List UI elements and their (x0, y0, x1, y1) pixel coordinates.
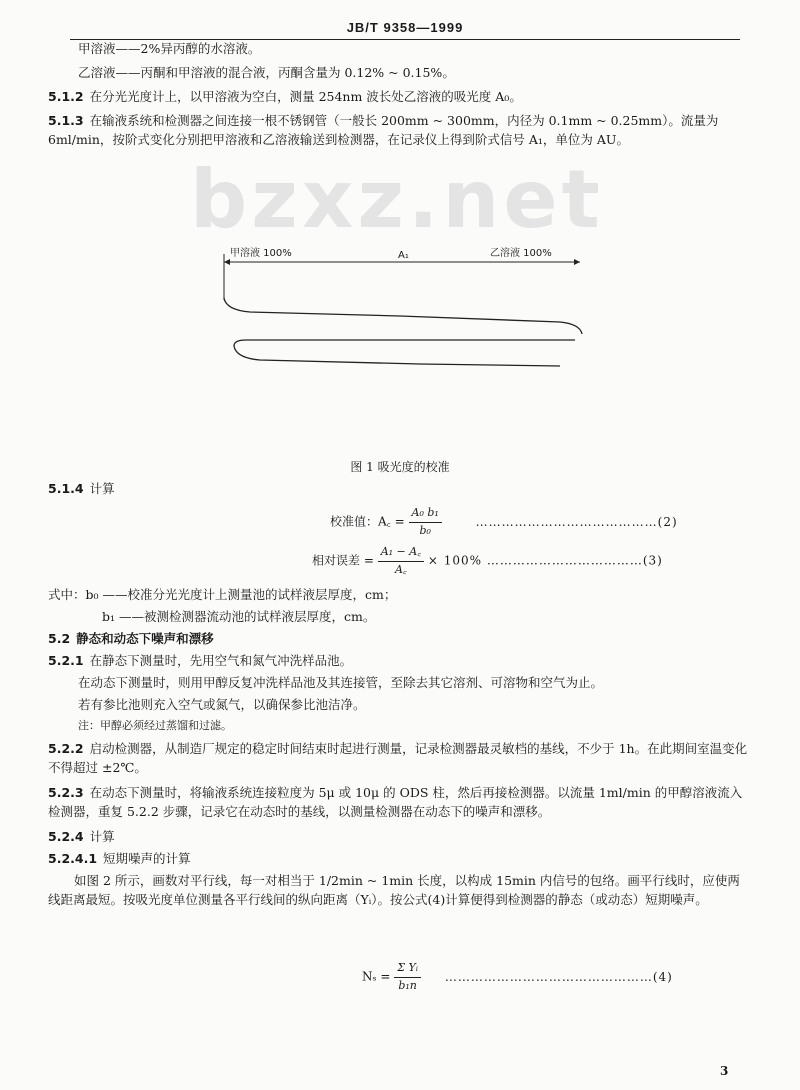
section-5-2-4 (48, 828, 748, 847)
formula-4-prefix: Nₛ = (362, 969, 391, 984)
section-number: 5.1.3 (48, 113, 84, 128)
formula-4 (362, 960, 673, 994)
formula-4-numerator: Σ Yᵢ (394, 960, 421, 978)
formula-2-numerator: A₀ b₁ (409, 505, 442, 523)
section-5-2-1 (48, 652, 748, 671)
formula-4-fraction (394, 960, 421, 994)
section-text: 在静态下测量时，先用空气和氮气冲洗样品池。 (89, 653, 353, 668)
figure-1 (220, 240, 590, 390)
formula-2-tag: ……………………………………(2) (475, 514, 678, 529)
section-text: 在动态下测量时，将输液系统连接粒度为 5μ 或 10μ 的 ODS 柱，然后再接检测器。以流量 1ml/min 的甲醇溶液流入检测器，重复 5.2.2 步骤，记录它在动态时的基线，以测量检测器在动态下的噪声和漂移。 (48, 785, 743, 819)
where-line-2: b₁ ——被测检测器流动池的试样液层厚度，cm。 (102, 609, 376, 624)
section-number: 5.1.2 (48, 89, 84, 104)
section-text: 在分光光度计上，以甲溶液为空白，测量 254nm 波长处乙溶液的吸光度 A₀。 (89, 89, 522, 104)
solution-a-line: 甲溶液——2%异丙醇的水溶液。 (78, 41, 261, 56)
formula-3 (312, 544, 663, 578)
section-5-2-3 (48, 784, 748, 822)
formula-3-fraction (378, 544, 424, 578)
section-number: 5.2.4 (48, 829, 84, 844)
section-number: 5.1.4 (48, 481, 84, 496)
section-number: 5.2.3 (48, 785, 84, 800)
formula-2-prefix: 校准值：A꜀ = (330, 514, 405, 529)
solution-b-line: 乙溶液——丙酮和甲溶液的混合液，丙酮含量为 0.12% ~ 0.15%。 (78, 65, 455, 80)
paragraph-short-term-noise: 如图 2 所示，画数对平行线，每一对相当于 1/2min ~ 1min 长度，以构成 15min 内信号的包络。画平行线时，应使两线距离最短。按吸光度单位测量各平行线间的纵向距离（Yᵢ）。按公式(4)计算便得到检测器的静态（或动态）短期噪声。 (48, 873, 740, 907)
formula-3-suffix: × 100% ………………………………(3) (427, 553, 663, 568)
section-title: 计算 (89, 481, 115, 496)
page-number: 3 (720, 1064, 729, 1078)
note-methanol: 注：甲醇必须经过蒸馏和过滤。 (78, 719, 232, 732)
section-number: 5.2.2 (48, 741, 84, 756)
section-title: 计算 (89, 829, 115, 844)
formula-2-fraction (409, 505, 442, 539)
formula-4-tag: …………………………………………(4) (444, 969, 673, 984)
watermark: bzxz.net (190, 153, 604, 246)
section-number: 5.2.4.1 (48, 851, 98, 866)
paragraph-dynamic-rinse: 在动态下测量时，则用甲醇反复冲洗样品池及其连接管，至除去其它溶剂、可溶物和空气为止。 (78, 675, 604, 690)
figure-label-right: 乙溶液 100% (490, 248, 552, 259)
section-5-2 (48, 630, 748, 649)
formula-3-numerator: A₁ − A꜀ (378, 544, 424, 562)
section-5-1-3 (48, 112, 748, 150)
figure-label-left: 甲溶液 100% (230, 248, 292, 259)
formula-3-denominator: A꜀ (394, 562, 407, 576)
section-5-1-2 (48, 88, 748, 107)
section-text: 在输液系统和检测器之间连接一根不锈钢管（一般长 200mm ~ 300mm，内径为 0.1mm ~ 0.25mm）。流量为 6ml/min，按阶式变化分别把甲溶液和乙溶液输送到检测器，在记录仪上得到阶式信号 A₁，单位为 AU。 (48, 113, 719, 147)
formula-4-denominator: b₁n (398, 978, 417, 992)
formula-3-prefix: 相对误差 = (312, 553, 374, 568)
section-number: 5.2 (48, 631, 71, 646)
figure-label-mid: A₁ (398, 250, 409, 261)
formula-2-denominator: b₀ (419, 523, 431, 537)
standard-header: JB/T 9358—1999 (70, 18, 740, 40)
section-text: 启动检测器，从制造厂规定的稳定时间结束时起进行测量，记录检测器最灵敏档的基线，不少于 1h。在此期间室温变化不得超过 ±2℃。 (48, 741, 748, 775)
where-line-1: 式中：b₀ ——校准分光光度计上测量池的试样液层厚度，cm； (48, 587, 397, 602)
section-title: 短期噪声的计算 (103, 851, 191, 866)
section-number: 5.2.1 (48, 653, 84, 668)
section-5-1-4 (48, 480, 748, 499)
section-5-2-4-1 (48, 850, 748, 869)
paragraph-reference-cell: 若有参比池则充入空气或氮气，以确保参比池洁净。 (78, 697, 366, 712)
section-5-2-2 (48, 740, 748, 778)
formula-2 (330, 505, 678, 539)
section-title: 静态和动态下噪声和漂移 (76, 631, 214, 646)
figure-1-caption: 图 1 吸光度的校准 (350, 460, 450, 474)
